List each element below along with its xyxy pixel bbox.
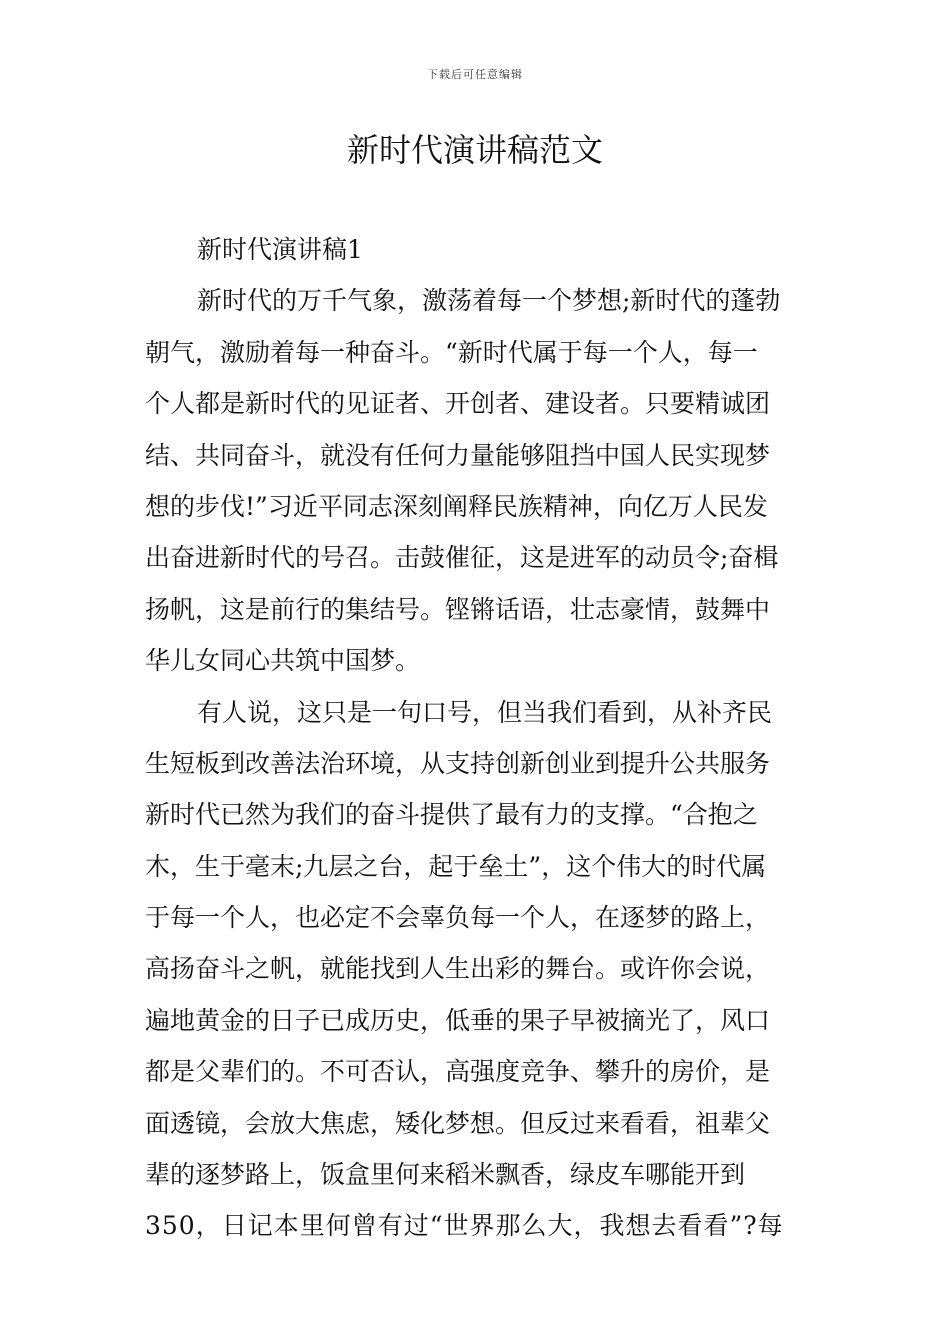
paragraph-line: 有人说，这只是一句口号，但当我们看到，从补齐民	[197, 697, 773, 727]
paragraph-line: 高扬奋斗之帆，就能找到人生出彩的舞台。或许你会说，	[145, 954, 771, 984]
paragraph-1	[145, 275, 807, 686]
section-heading: 新时代演讲稿1	[197, 235, 363, 264]
paragraph-line: 于每一个人，也必定不会辜负每一个人，在逐梦的路上，	[145, 903, 771, 933]
paragraph-line: 辈的逐梦路上，饭盒里何来稻米飘香，绿皮车哪能开到	[145, 1160, 746, 1190]
paragraph-line: 木，生于毫末;九层之台，起于垒土”，这个伟大的时代属	[145, 851, 767, 881]
paragraph-line: 朝气，激励着每一种奋斗。“新时代属于每一个人，每一	[145, 337, 758, 367]
paragraph-line: 个人都是新时代的见证者、开创者、建设者。只要精诚团	[145, 389, 771, 419]
paragraph-2	[145, 687, 807, 1252]
paragraph-line: 扬帆，这是前行的集结号。铿锵话语，壮志豪情，鼓舞中	[145, 594, 771, 624]
paragraph-line: 都是父辈们的。不可否认，高强度竞争、攀升的房价，是	[145, 1057, 771, 1087]
paragraph-line: 遍地黄金的日子已成历史，低垂的果子早被摘光了，风口	[145, 1005, 771, 1035]
paragraph-line: 结、共同奋斗，就没有任何力量能够阻挡中国人民实现梦	[145, 440, 771, 470]
header-note: 下载后可任意编辑	[427, 68, 523, 81]
paragraph-line: 新时代的万千气象，激荡着每一个梦想;新时代的蓬勃	[197, 286, 781, 316]
paragraph-line: 面透镜，会放大焦虑，矮化梦想。但反过来看看，祖辈父	[145, 1108, 771, 1138]
document-body	[145, 224, 807, 1252]
paragraph-line: 350，日记本里何曾有过“世界那么大，我想去看看”?每	[145, 1211, 784, 1241]
paragraph-line: 华儿女同心共筑中国梦。	[145, 646, 421, 676]
paragraph-line: 想的步伐!”习近平同志深刻阐释民族精神，向亿万人民发	[145, 491, 768, 521]
paragraph-line: 新时代已然为我们的奋斗提供了最有力的支撑。“合抱之	[145, 800, 758, 830]
document-title: 新时代演讲稿范文	[346, 131, 603, 169]
paragraph-line: 出奋进新时代的号召。击鼓催征，这是进军的动员令;奋楫	[145, 543, 779, 573]
paragraph-line: 生短板到改善法治环境，从支持创新创业到提升公共服务	[145, 748, 771, 778]
